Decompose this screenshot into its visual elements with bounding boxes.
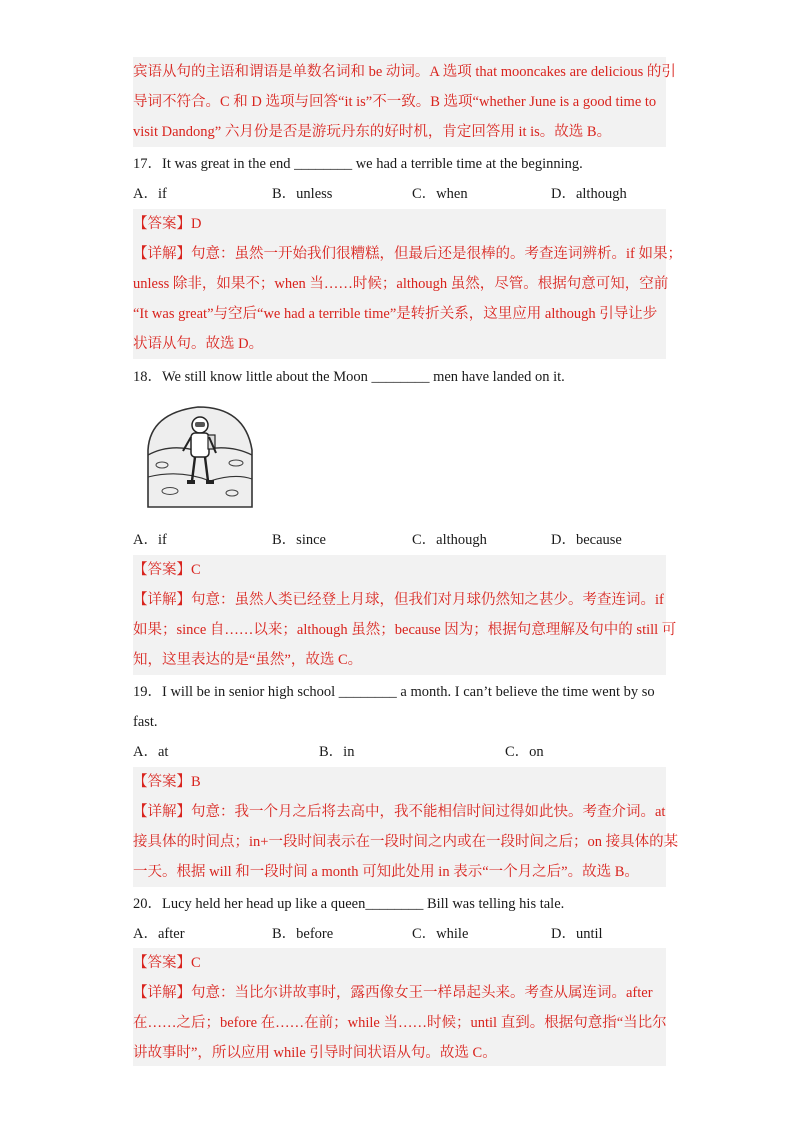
q18-option-d: D．because — [551, 532, 622, 548]
question-20-stem: 20．Lucy held her head up like a queen________ Bill was telling his tale. — [133, 896, 565, 912]
q20-option-b: B．before — [272, 926, 334, 942]
q18-option-b: B．since — [272, 532, 326, 548]
intro-explanation-line: 宾语从句的主语和谓语是单数名词和 be 动词。A 选项 that mooncakes are delicious 的引 — [133, 64, 676, 80]
q18-option-c: C．although — [412, 532, 487, 548]
intro-explanation-line: visit Dandong” 六月份是否是游玩丹东的好时机，肯定回答用 it is。故选 B。 — [133, 124, 612, 140]
q17-explanation-line: 状语从句。故选 D。 — [133, 336, 264, 352]
q19-answer: 【答案】B — [133, 774, 201, 790]
q17-explanation-line: unless 除非，如果不；when 当……时候；although 虽然，尽管。根据句意可知，空前 — [133, 276, 669, 292]
q17-explanation-line: 【详解】句意：虽然一开始我们很糟糕，但最后还是很棒的。考查连词辨析。if 如果； — [133, 246, 682, 262]
q20-explanation-line: 讲故事时”，所以应用 while 引导时间状语从句。故选 C。 — [133, 1045, 497, 1061]
q18-explanation-line: 【详解】句意：虽然人类已经登上月球，但我们对月球仍然知之甚少。考查连词。if — [133, 592, 664, 608]
q17-option-c: C．when — [412, 186, 468, 202]
question-18-stem: 18．We still know little about the Moon ________ men have landed on it. — [133, 369, 565, 385]
q20-option-a: A．after — [133, 926, 185, 942]
question-19-stem: 19．I will be in senior high school ________ a month. I can’t believe the time went by so — [133, 684, 655, 700]
q17-option-a: A．if — [133, 186, 167, 202]
q19-explanation-line: 【详解】句意：我一个月之后将去高中，我不能相信时间过得如此快。考查介词。at — [133, 804, 666, 820]
question-19-stem: fast. — [133, 714, 158, 730]
q20-explanation-line: 在……之后；before 在……在前；while 当……时候；until 直到。根据句意指“当比尔 — [133, 1015, 667, 1031]
astronaut-on-moon-illustration — [140, 395, 258, 513]
q19-explanation-line: 一天。根据 will 和一段时间 a month 可知此处用 in 表示“一个月之后”。故选 B。 — [133, 864, 639, 880]
q20-explanation-line: 【详解】句意：当比尔讲故事时，露西像女王一样昂起头来。考查从属连词。after — [133, 985, 653, 1001]
q18-explanation-line: 知，这里表达的是“虽然”，故选 C。 — [133, 652, 363, 668]
q18-explanation-line: 如果；since 自……以来；although 虽然；because 因为；根据句意理解及句中的 still 可 — [133, 622, 677, 638]
q20-option-d: D．until — [551, 926, 603, 942]
q19-explanation-line: 接具体的时间点；in+一段时间表示在一段时间之内或在一段时间之后；on 接具体的某 — [133, 834, 679, 850]
q18-option-a: A．if — [133, 532, 167, 548]
q20-option-c: C．while — [412, 926, 469, 942]
q17-option-b: B．unless — [272, 186, 333, 202]
question-17-stem: 17．It was great in the end ________ we had a terrible time at the beginning. — [133, 156, 583, 172]
q17-explanation-line: “It was great”与空后“we had a terrible time”是转折关系，这里应用 although 引导让步 — [133, 306, 658, 322]
intro-explanation-line: 导词不符合。C 和 D 选项与回答“it is”不一致。B 选项“whether June is a good time to — [133, 94, 657, 110]
q18-answer: 【答案】C — [133, 562, 201, 578]
q20-answer: 【答案】C — [133, 955, 201, 971]
q19-option-b: B．in — [319, 744, 355, 760]
q19-option-a: A．at — [133, 744, 169, 760]
q17-option-d: D．although — [551, 186, 627, 202]
q19-option-c: C．on — [505, 744, 544, 760]
q17-answer: 【答案】D — [133, 216, 202, 232]
